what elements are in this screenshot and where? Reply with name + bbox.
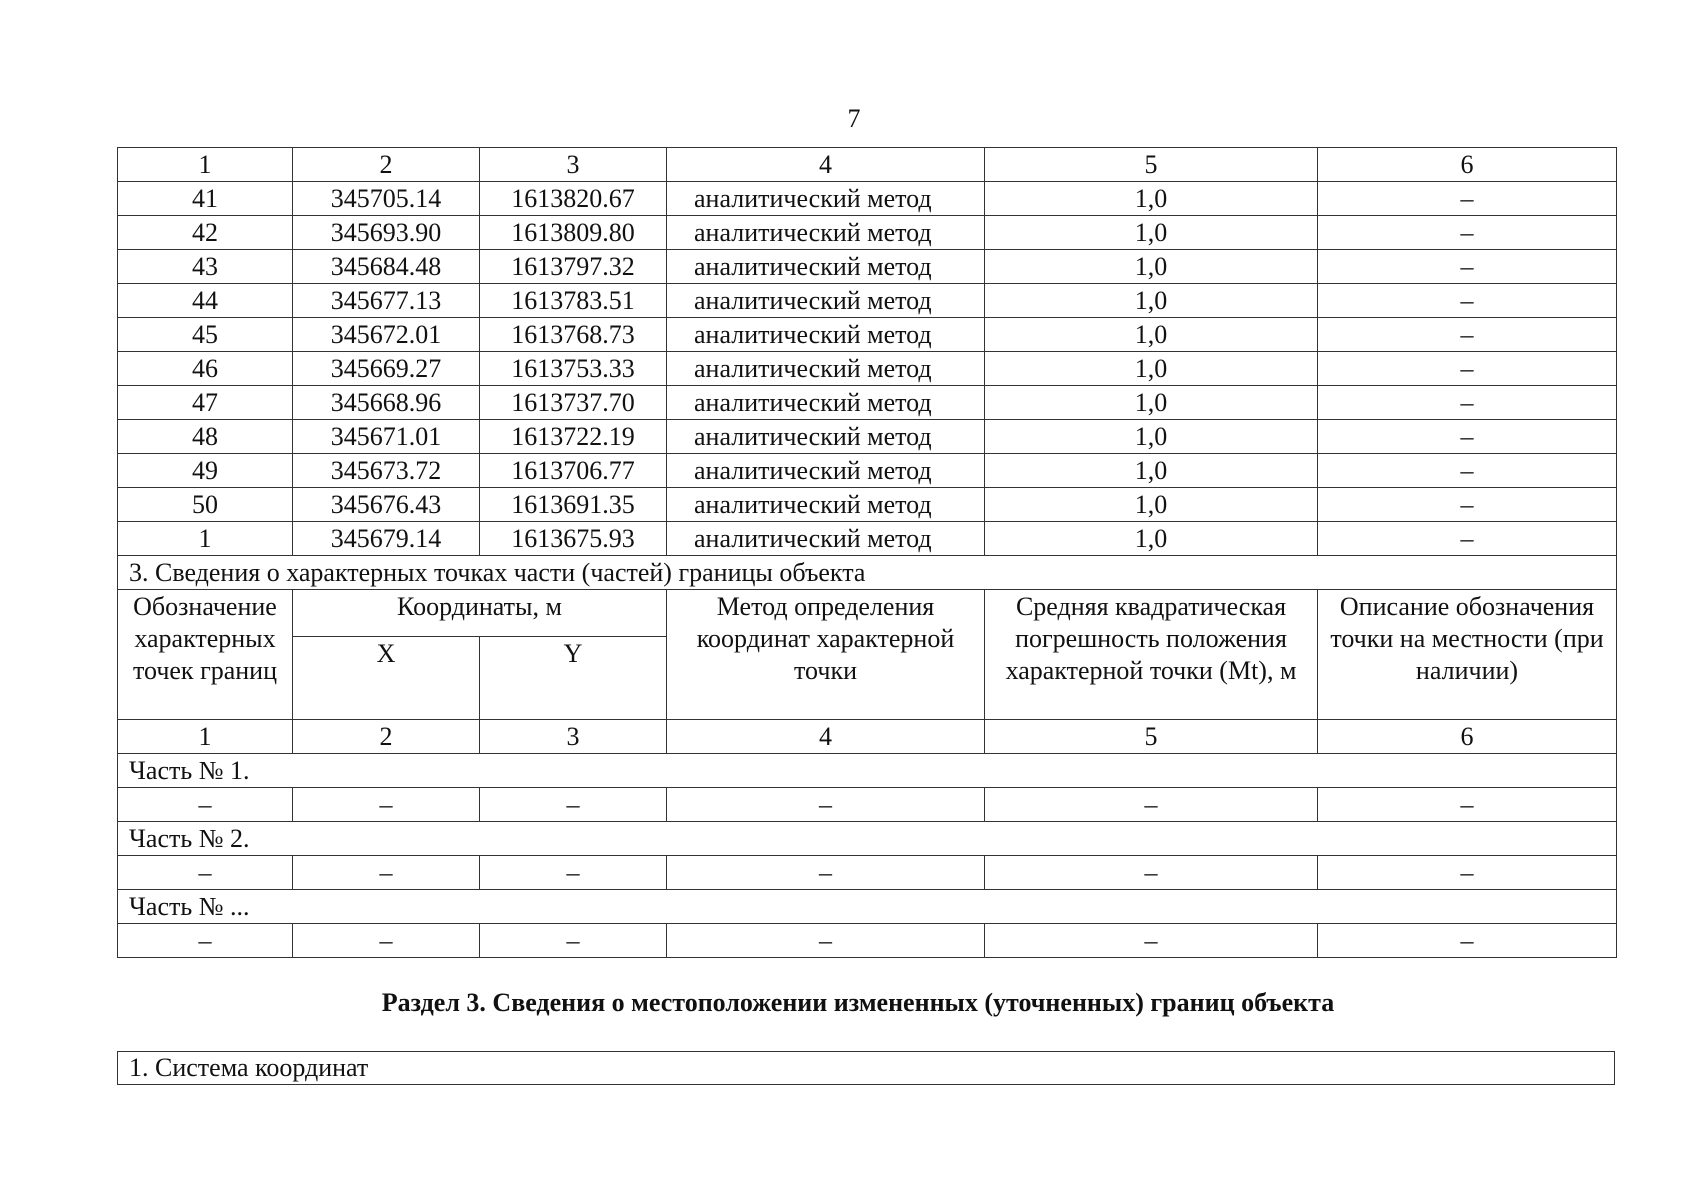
column-number: 5 xyxy=(985,148,1318,182)
part-cell: – xyxy=(1318,924,1617,958)
part-cell: – xyxy=(118,856,293,890)
description: – xyxy=(1318,318,1617,352)
description: – xyxy=(1318,352,1617,386)
point-number: 45 xyxy=(118,318,293,352)
coordinate-y: 1613797.32 xyxy=(480,250,667,284)
y-header: Y xyxy=(480,637,667,720)
part-label-row xyxy=(118,890,1617,924)
point-number: 46 xyxy=(118,352,293,386)
coordinate-y: 1613737.70 xyxy=(480,386,667,420)
description: – xyxy=(1318,420,1617,454)
method: аналитический метод xyxy=(667,488,985,522)
column-number: 4 xyxy=(667,148,985,182)
accuracy: 1,0 xyxy=(985,216,1318,250)
table-row xyxy=(118,522,1617,556)
point-number: 42 xyxy=(118,216,293,250)
x-header: X xyxy=(293,637,480,720)
part-cell: – xyxy=(667,788,985,822)
page-number: 7 xyxy=(847,104,861,133)
part-row xyxy=(118,788,1617,822)
description: – xyxy=(1318,182,1617,216)
method: аналитический метод xyxy=(667,216,985,250)
coordinate-system-box xyxy=(117,1051,1615,1085)
coordinate-y: 1613783.51 xyxy=(480,284,667,318)
part-row xyxy=(118,856,1617,890)
method: аналитический метод xyxy=(667,284,985,318)
table-row xyxy=(118,182,1617,216)
part-cell: – xyxy=(293,856,480,890)
part-row xyxy=(118,924,1617,958)
accuracy: 1,0 xyxy=(985,284,1318,318)
section-heading: Раздел 3. Сведения о местоположении измененных (уточненных) границ объекта xyxy=(381,988,1335,1017)
table-row xyxy=(118,216,1617,250)
method-header: Метод определения координат характерной точки xyxy=(667,590,985,720)
coordinate-x: 345693.90 xyxy=(293,216,480,250)
column-number: 6 xyxy=(1318,720,1617,754)
point-number: 47 xyxy=(118,386,293,420)
part-cell: – xyxy=(480,788,667,822)
coordinate-x: 345673.72 xyxy=(293,454,480,488)
coordinate-x: 345679.14 xyxy=(293,522,480,556)
table-row xyxy=(118,488,1617,522)
method: аналитический метод xyxy=(667,454,985,488)
description: – xyxy=(1318,522,1617,556)
coordinate-y: 1613722.19 xyxy=(480,420,667,454)
accuracy: 1,0 xyxy=(985,454,1318,488)
accuracy: 1,0 xyxy=(985,386,1318,420)
method: аналитический метод xyxy=(667,318,985,352)
column-number: 3 xyxy=(480,148,667,182)
part-cell: – xyxy=(118,924,293,958)
table-body xyxy=(118,148,1617,958)
accuracy: 1,0 xyxy=(985,488,1318,522)
coordinate-x: 345668.96 xyxy=(293,386,480,420)
table-row xyxy=(118,420,1617,454)
accuracy: 1,0 xyxy=(985,420,1318,454)
part-cell: – xyxy=(118,788,293,822)
section3-title-row xyxy=(118,556,1617,590)
coordinate-y: 1613675.93 xyxy=(480,522,667,556)
method: аналитический метод xyxy=(667,352,985,386)
part-label-row xyxy=(118,822,1617,856)
coordinate-x: 345669.27 xyxy=(293,352,480,386)
description: – xyxy=(1318,216,1617,250)
coordinate-x: 345676.43 xyxy=(293,488,480,522)
column-number: 2 xyxy=(293,720,480,754)
accuracy: 1,0 xyxy=(985,250,1318,284)
description-header: Описание обозначения точки на местности (при наличии) xyxy=(1318,590,1617,720)
table-row xyxy=(118,454,1617,488)
table-row xyxy=(118,386,1617,420)
part-cell: – xyxy=(480,856,667,890)
point-number: 43 xyxy=(118,250,293,284)
part-cell: – xyxy=(985,924,1318,958)
header-row xyxy=(118,590,1617,637)
part-cell: – xyxy=(985,856,1318,890)
column-number: 3 xyxy=(480,720,667,754)
accuracy: 1,0 xyxy=(985,522,1318,556)
coordinate-y: 1613809.80 xyxy=(480,216,667,250)
column-number: 2 xyxy=(293,148,480,182)
column-number: 1 xyxy=(118,148,293,182)
method: аналитический метод xyxy=(667,250,985,284)
point-number: 50 xyxy=(118,488,293,522)
designation-header: Обозначение характерных точек границ xyxy=(118,590,293,720)
point-number: 1 xyxy=(118,522,293,556)
point-number: 49 xyxy=(118,454,293,488)
part-cell: – xyxy=(1318,788,1617,822)
part-cell: – xyxy=(667,924,985,958)
accuracy-header: Средняя квадратическая погрешность положения характерной точки (Mt), м xyxy=(985,590,1318,720)
part-label-row xyxy=(118,754,1617,788)
method: аналитический метод xyxy=(667,182,985,216)
column-number: 5 xyxy=(985,720,1318,754)
coordinate-x: 345705.14 xyxy=(293,182,480,216)
description: – xyxy=(1318,488,1617,522)
point-number: 48 xyxy=(118,420,293,454)
table-row xyxy=(118,250,1617,284)
part-label: Часть № ... xyxy=(118,890,1617,924)
coordinate-y: 1613768.73 xyxy=(480,318,667,352)
method: аналитический метод xyxy=(667,386,985,420)
column-number: 4 xyxy=(667,720,985,754)
coordinate-x: 345671.01 xyxy=(293,420,480,454)
table-row xyxy=(118,318,1617,352)
section3-title: 3. Сведения о характерных точках части (частей) границы объекта xyxy=(118,556,1617,590)
method: аналитический метод xyxy=(667,522,985,556)
column-number: 6 xyxy=(1318,148,1617,182)
coordinate-x: 345677.13 xyxy=(293,284,480,318)
method: аналитический метод xyxy=(667,420,985,454)
coordinate-x: 345672.01 xyxy=(293,318,480,352)
part-cell: – xyxy=(480,924,667,958)
part-cell: – xyxy=(293,788,480,822)
coordinate-y: 1613753.33 xyxy=(480,352,667,386)
point-number: 41 xyxy=(118,182,293,216)
description: – xyxy=(1318,386,1617,420)
coordinate-y: 1613691.35 xyxy=(480,488,667,522)
column-number-row xyxy=(118,148,1617,182)
description: – xyxy=(1318,284,1617,318)
part-cell: – xyxy=(667,856,985,890)
column-number-row xyxy=(118,720,1617,754)
part-cell: – xyxy=(985,788,1318,822)
column-number: 1 xyxy=(118,720,293,754)
part-label: Часть № 2. xyxy=(118,822,1617,856)
boundary-points-table xyxy=(117,147,1617,958)
accuracy: 1,0 xyxy=(985,318,1318,352)
part-cell: – xyxy=(1318,856,1617,890)
part-label: Часть № 1. xyxy=(118,754,1617,788)
description: – xyxy=(1318,250,1617,284)
table-row xyxy=(118,284,1617,318)
accuracy: 1,0 xyxy=(985,182,1318,216)
coordinates-header: Координаты, м xyxy=(293,590,667,637)
coordinate-y: 1613820.67 xyxy=(480,182,667,216)
part-cell: – xyxy=(293,924,480,958)
point-number: 44 xyxy=(118,284,293,318)
description: – xyxy=(1318,454,1617,488)
accuracy: 1,0 xyxy=(985,352,1318,386)
table-row xyxy=(118,352,1617,386)
coordinate-y: 1613706.77 xyxy=(480,454,667,488)
coordinate-x: 345684.48 xyxy=(293,250,480,284)
coordinate-system-label: 1. Система координат xyxy=(129,1053,369,1082)
